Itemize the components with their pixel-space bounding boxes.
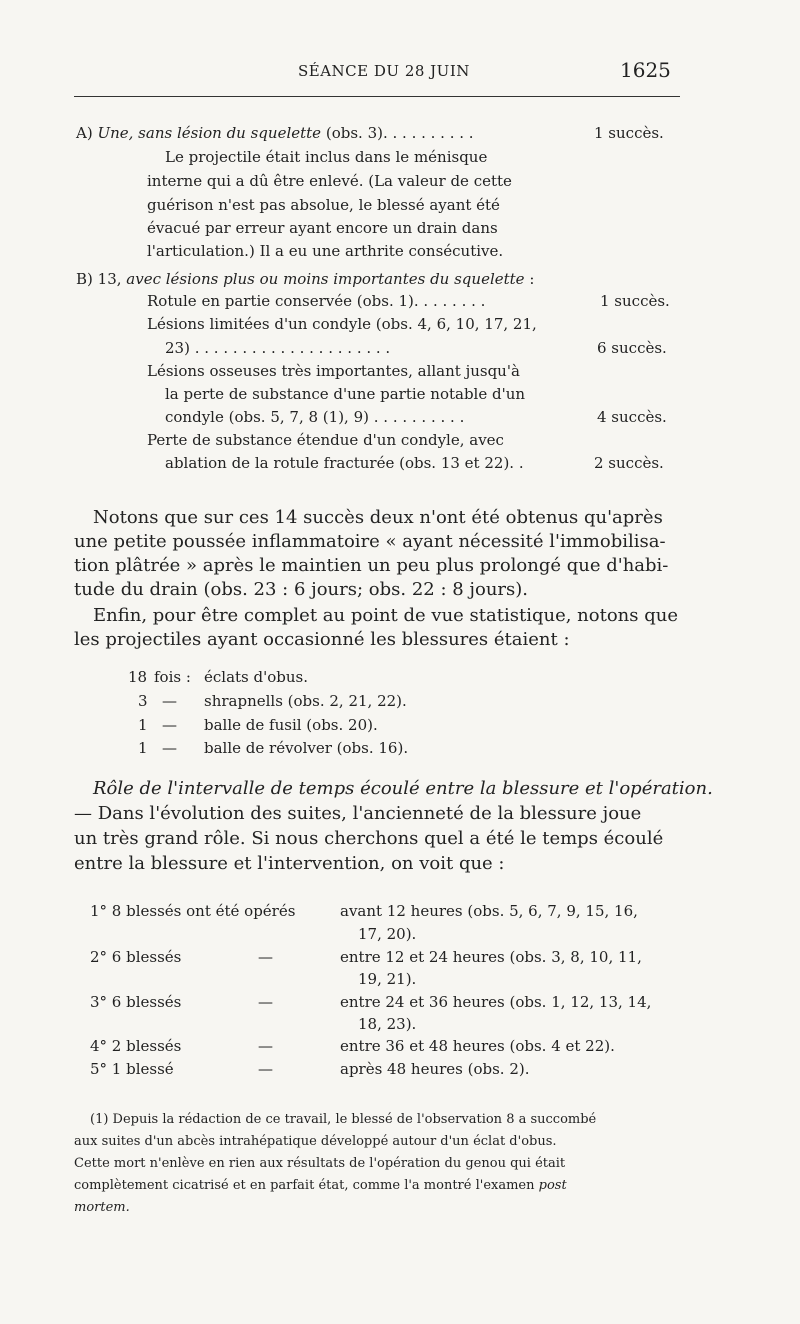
projectile-count: 1	[138, 739, 148, 757]
section-b-item-result: 1 succès.	[600, 292, 670, 310]
projectile-count: 3	[138, 692, 148, 710]
time-list-dash: —	[258, 1060, 273, 1078]
section-a-heading-italic: Une, sans lésion du squelette	[97, 124, 322, 142]
section-a-line: guérison n'est pas absolue, le blessé ayant été	[147, 196, 500, 214]
time-list-dash: —	[258, 1037, 273, 1055]
time-list-text: entre 36 et 48 heures (obs. 4 et 22).	[340, 1037, 615, 1055]
section-a-label: A)	[76, 124, 93, 142]
time-list-cont: 18, 23).	[358, 1015, 417, 1033]
section-b-item-line: 23) . . . . . . . . . . . . . . . . . . . . .	[165, 339, 391, 357]
paragraph-line: entre la blessure et l'intervention, on voit que :	[74, 853, 505, 874]
section-a-line: l'articulation.) Il a eu une arthrite consécutive.	[147, 242, 504, 260]
section-b-item-line: la perte de substance d'une partie notable d'un	[165, 385, 526, 403]
time-list-text: après 48 heures (obs. 2).	[340, 1060, 530, 1078]
time-list-cont: 17, 20).	[358, 925, 417, 943]
projectile-count: 18	[128, 668, 148, 686]
footnote-italic-end: mortem.	[74, 1200, 130, 1215]
section-a-result: 1 succès.	[594, 124, 664, 142]
time-list-text: entre 12 et 24 heures (obs. 3, 8, 10, 11,	[340, 948, 642, 966]
time-list-ordinal: 2° 6 blessés	[90, 948, 182, 966]
time-list-ordinal: 1° 8 blessés ont été opérés	[90, 902, 296, 920]
footnote-italic: post	[538, 1178, 567, 1193]
paragraph-line: tude du drain (obs. 23 : 6 jours; obs. 22 : 8 jours).	[74, 579, 528, 600]
time-list-text: entre 24 et 36 heures (obs. 1, 12, 13, 14,	[340, 993, 652, 1011]
paragraph-line: les projectiles ayant occasionné les blessures étaient :	[74, 629, 570, 650]
projectile-sep: —	[162, 739, 177, 757]
section-b-item-result: 4 succès.	[597, 408, 667, 426]
footnote-line: Cette mort n'enlève en rien aux résultats de l'opération du genou qui était	[74, 1156, 566, 1171]
projectile-sep: —	[162, 716, 177, 734]
paragraph-line: tion plâtrée » après le maintien un peu plus prolongé que d'habi-	[74, 555, 669, 576]
running-header: SÉANCE DU 28 JUIN	[298, 62, 470, 80]
section-b-item-line: Rotule en partie conservée (obs. 1). . . . . . . .	[147, 292, 486, 310]
projectile-text: shrapnells (obs. 2, 21, 22).	[204, 692, 407, 710]
section-b-item-line: condyle (obs. 5, 7, 8 (1), 9) . . . . . . . . . .	[165, 408, 465, 426]
projectile-sep: —	[162, 692, 177, 710]
time-list-ordinal: 4° 2 blessés	[90, 1037, 182, 1055]
section-a-line: interne qui a dû être enlevé. (La valeur de cette	[147, 172, 512, 190]
paragraph-line: une petite poussée inflammatoire « ayant nécessité l'immobilisa-	[74, 531, 666, 552]
time-list-ordinal: 3° 6 blessés	[90, 993, 182, 1011]
section-b-item-result: 2 succès.	[594, 454, 664, 472]
section-b-heading: B) 13, avec lésions plus ou moins importantes du squelette :	[76, 270, 535, 288]
paragraph-line: — Dans l'évolution des suites, l'ancienneté de la blessure joue	[74, 803, 642, 824]
section-a-heading-rest: (obs. 3). . . . . . . . . .	[325, 124, 474, 142]
section-b-label: B)	[76, 270, 93, 288]
time-list-ordinal: 5° 1 blessé	[90, 1060, 174, 1078]
section-a-line: évacué par erreur ayant encore un drain dans	[147, 219, 498, 237]
section-b-item-line: ablation de la rotule fracturée (obs. 13 et 22). .	[165, 454, 524, 472]
paragraph-line: un très grand rôle. Si nous cherchons quel a été le temps écoulé	[74, 828, 664, 849]
section-b-item-line: Lésions osseuses très importantes, allant jusqu'à	[147, 362, 520, 380]
section-role-title: Rôle de l'intervalle de temps écoulé entre la blessure et l'opération.	[93, 778, 713, 799]
projectile-text: éclats d'obus.	[204, 668, 308, 686]
projectile-count: 1	[138, 716, 148, 734]
time-list-cont: 19, 21).	[358, 970, 417, 988]
footnote-line: aux suites d'un abcès intrahépatique développé autour d'un éclat d'obus.	[74, 1134, 557, 1149]
footnote-line: complètement cicatrisé et en parfait état, comme l'a montré l'examen post	[74, 1178, 567, 1193]
paragraph-line: Enfin, pour être complet au point de vue statistique, notons que	[93, 605, 678, 626]
section-b-item-result: 6 succès.	[597, 339, 667, 357]
section-b-item-line: Lésions limitées d'un condyle (obs. 4, 6, 10, 17, 21,	[147, 315, 537, 333]
section-b-heading-italic: avec lésions plus ou moins importantes du squelette	[126, 270, 525, 288]
projectile-sep: fois :	[154, 668, 191, 686]
time-list-dash: —	[258, 948, 273, 966]
section-a-line: Le projectile était inclus dans le ménisque	[165, 148, 488, 166]
header-rule	[74, 96, 680, 97]
section-b-count: 13,	[97, 270, 122, 288]
paragraph-line: Notons que sur ces 14 succès deux n'ont été obtenus qu'après	[93, 507, 663, 528]
time-list-text: avant 12 heures (obs. 5, 6, 7, 9, 15, 16,	[340, 902, 638, 920]
time-list-dash: —	[258, 993, 273, 1011]
section-b-item-line: Perte de substance étendue d'un condyle, avec	[147, 431, 504, 449]
projectile-text: balle de fusil (obs. 20).	[204, 716, 378, 734]
page-number: 1625	[620, 58, 671, 82]
projectile-text: balle de révolver (obs. 16).	[204, 739, 409, 757]
footnote-line: (1) Depuis la rédaction de ce travail, le blessé de l'observation 8 a succombé	[90, 1112, 597, 1127]
section-a-heading	[76, 124, 474, 142]
